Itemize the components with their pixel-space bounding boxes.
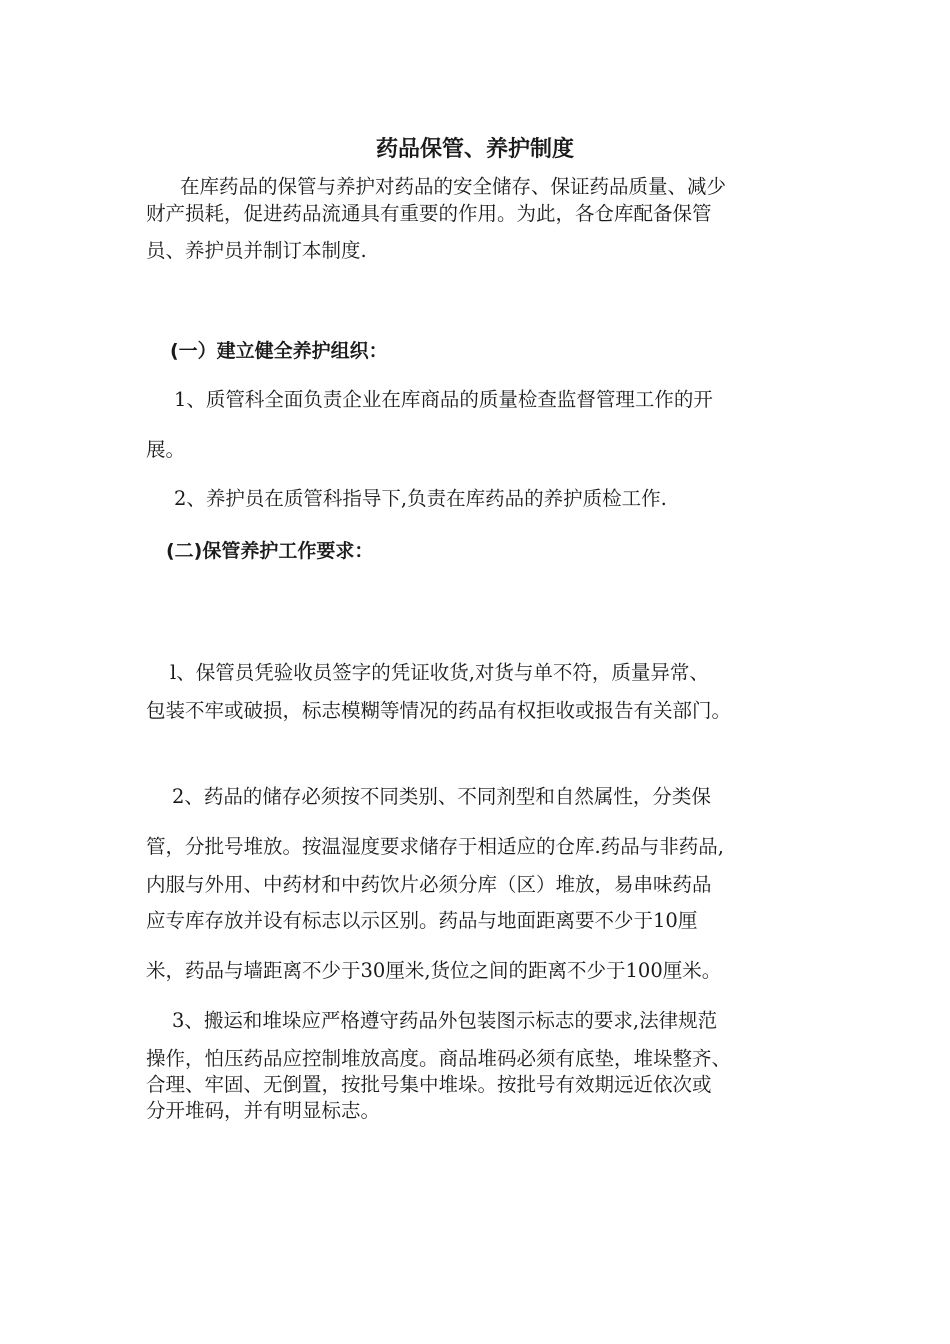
section-2-item-3-line-1: 3、搬运和堆垛应严格遵守药品外包装图示标志的要求,法律规范	[172, 1009, 718, 1032]
section-1-item-1-line-1: 1、质管科全面负责企业在库商品的质量检查监督管理工作的开	[174, 388, 713, 411]
section-2-item-3-line-2: 操作，怕压药品应控制堆放高度。商品堆码必须有底垫，堆垛整齐、	[146, 1047, 732, 1070]
section-2-item-2-line-4: 应专库存放并设有标志以示区别。药品与地面距离要不少于10厘	[146, 909, 698, 932]
section-1-item-1-line-2: 展。	[146, 438, 186, 461]
section-2-item-2-line-5: 米，药品与墙距离不少于30厘米,货位之间的距离不少于100厘米。	[146, 959, 722, 982]
section-2-item-3-line-4: 分开堆码，并有明显标志。	[146, 1099, 381, 1122]
section-1-heading: (一）建立健全养护组织：	[170, 340, 388, 362]
section-1-item-2-line-1: 2、养护员在质管科指导下,负责在库药品的养护质检工作.	[174, 487, 667, 510]
section-2-heading: (二)保管养护工作要求：	[166, 540, 374, 562]
section-2-item-1-line-2: 包装不牢或破损，标志模糊等情况的药品有权拒收或报告有关部门。	[146, 699, 732, 722]
section-2-item-2-line-3: 内服与外用、中药材和中药饮片必须分库（区）堆放，易串味药品	[146, 873, 712, 896]
document-title: 药品保管、养护制度	[375, 136, 574, 162]
section-2-item-1-line-1: l、保管员凭验收员签字的凭证收货,对货与单不符，质量异常、	[170, 661, 709, 684]
section-2-item-3-line-3: 合理、牢固、无倒置，按批号集中堆垛。按批号有效期远近依次或	[146, 1073, 712, 1096]
section-2-item-2-line-2: 管，分批号堆放。按温湿度要求储存于相适应的仓库.药品与非药品,	[146, 835, 724, 858]
intro-line-2: 财产损耗，促进药品流通具有重要的作用。为此，各仓库配备保管	[146, 202, 712, 225]
intro-line-1: 在库药品的保管与养护对药品的安全储存、保证药品质量、减少	[180, 175, 727, 198]
intro-line-3: 员、养护员并制订本制度.	[146, 239, 367, 262]
section-2-item-2-line-1: 2、药品的储存必须按不同类别、不同剂型和自然属性，分类保	[172, 785, 711, 808]
